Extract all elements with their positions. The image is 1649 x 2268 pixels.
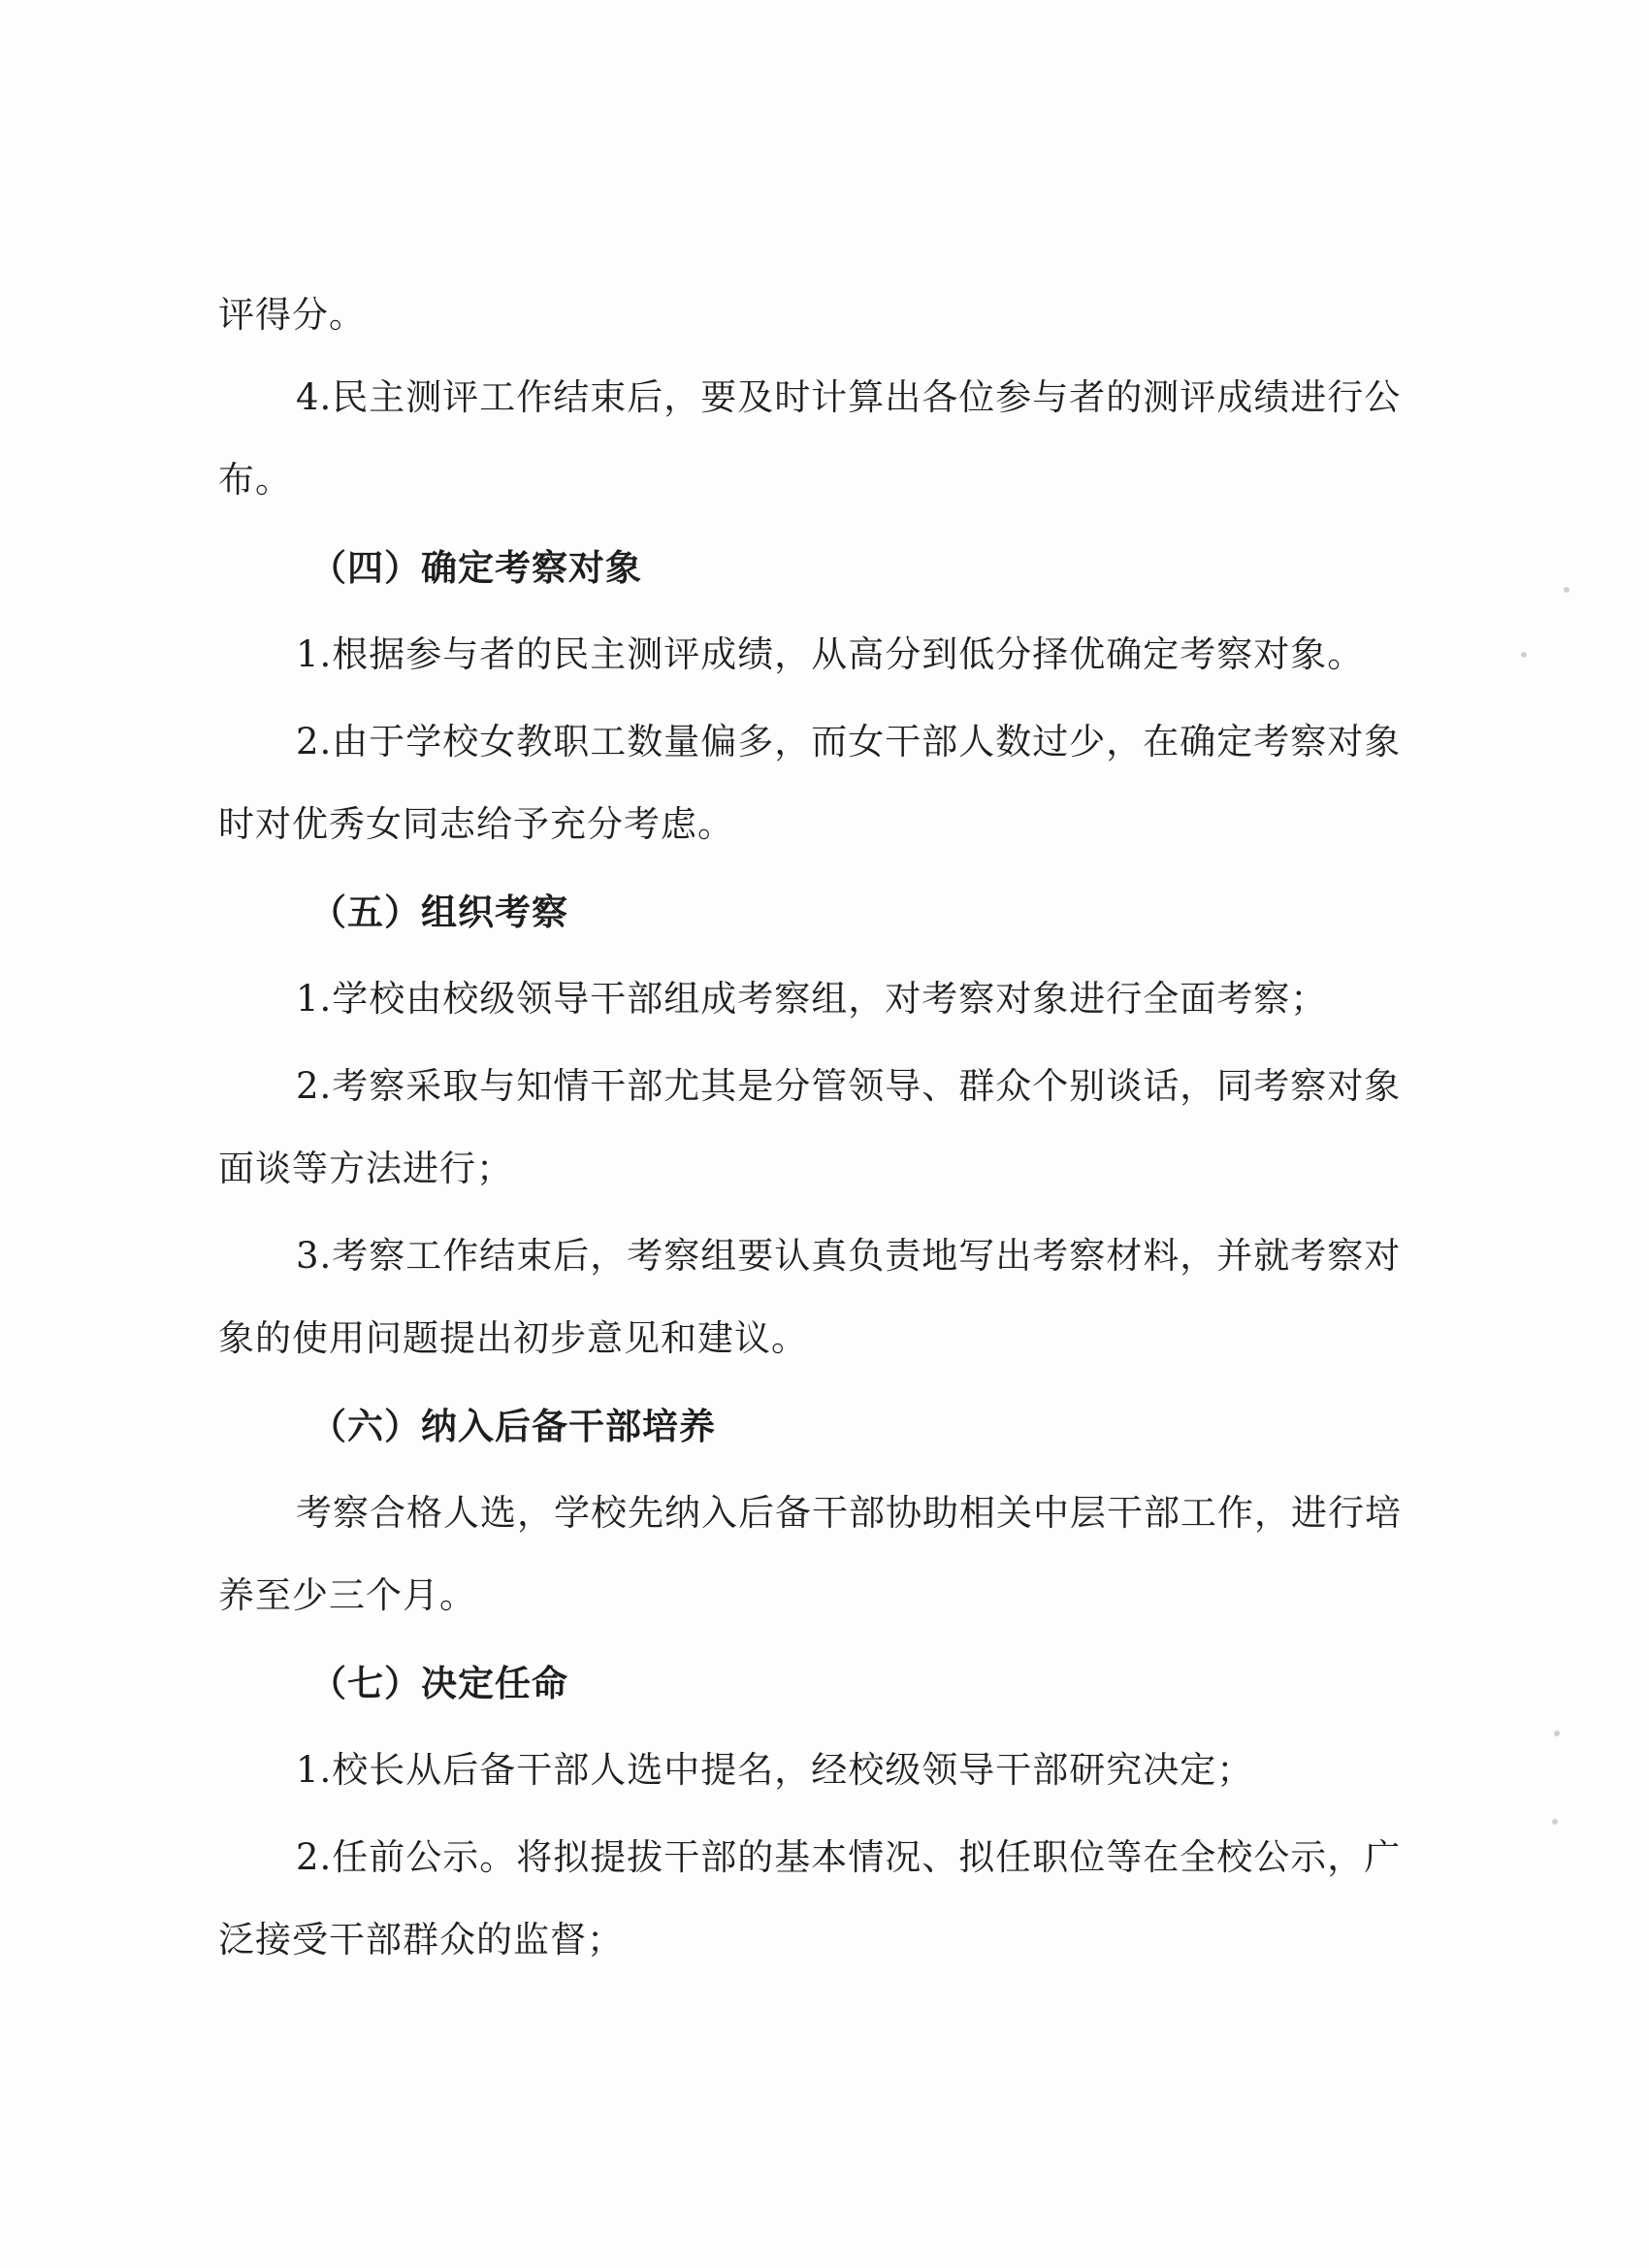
paragraph-line: 面谈等方法进行； <box>218 1148 513 1189</box>
section-heading: （五）组织考察 <box>310 891 568 933</box>
paragraph-line: 泛接受干部群众的监督； <box>218 1919 624 1960</box>
section-heading: （四）确定考察对象 <box>310 546 642 589</box>
paragraph-line: 1.学校由校级领导干部组成考察组，对考察对象进行全面考察； <box>296 978 1328 1020</box>
paragraph-line: 1.校长从后备干部人选中提名，经校级领导干部研究决定； <box>296 1749 1254 1791</box>
paragraph-line: 考察合格人选，学校先纳入后备干部协助相关中层干部工作，进行培 <box>296 1492 1402 1534</box>
scan-speck <box>1521 652 1527 658</box>
section-heading: （六）纳入后备干部培养 <box>310 1405 716 1447</box>
paragraph-line: 2.考察采取与知情干部尤其是分管领导、群众个别谈话，同考察对象 <box>296 1065 1402 1107</box>
document-body <box>218 286 1421 1969</box>
paragraph-line: 时对优秀女同志给予充分考虑。 <box>218 803 734 845</box>
paragraph-line: 4.民主测评工作结束后，要及时计算出各位参与者的测评成绩进行公 <box>296 376 1402 418</box>
paragraph-line: 3.考察工作结束后，考察组要认真负责地写出考察材料，并就考察对 <box>296 1235 1402 1277</box>
scan-speck <box>1564 587 1569 593</box>
scan-speck <box>1552 1819 1558 1825</box>
section-heading: （七）决定任命 <box>310 1662 568 1704</box>
paragraph-line: 象的使用问题提出初步意见和建议。 <box>218 1317 808 1359</box>
scan-speck <box>1554 1731 1560 1736</box>
paragraph-line: 2.任前公示。将拟提拔干部的基本情况、拟任职位等在全校公示，广 <box>296 1836 1402 1878</box>
paragraph-line: 评得分。 <box>218 294 366 336</box>
paragraph-line: 养至少三个月。 <box>218 1574 476 1616</box>
paragraph-line: 2.由于学校女教职工数量偏多，而女干部人数过少，在确定考察对象 <box>296 721 1402 762</box>
paragraph-line: 布。 <box>218 459 292 501</box>
paragraph-line: 1.根据参与者的民主测评成绩，从高分到低分择优确定考察对象。 <box>296 633 1365 675</box>
